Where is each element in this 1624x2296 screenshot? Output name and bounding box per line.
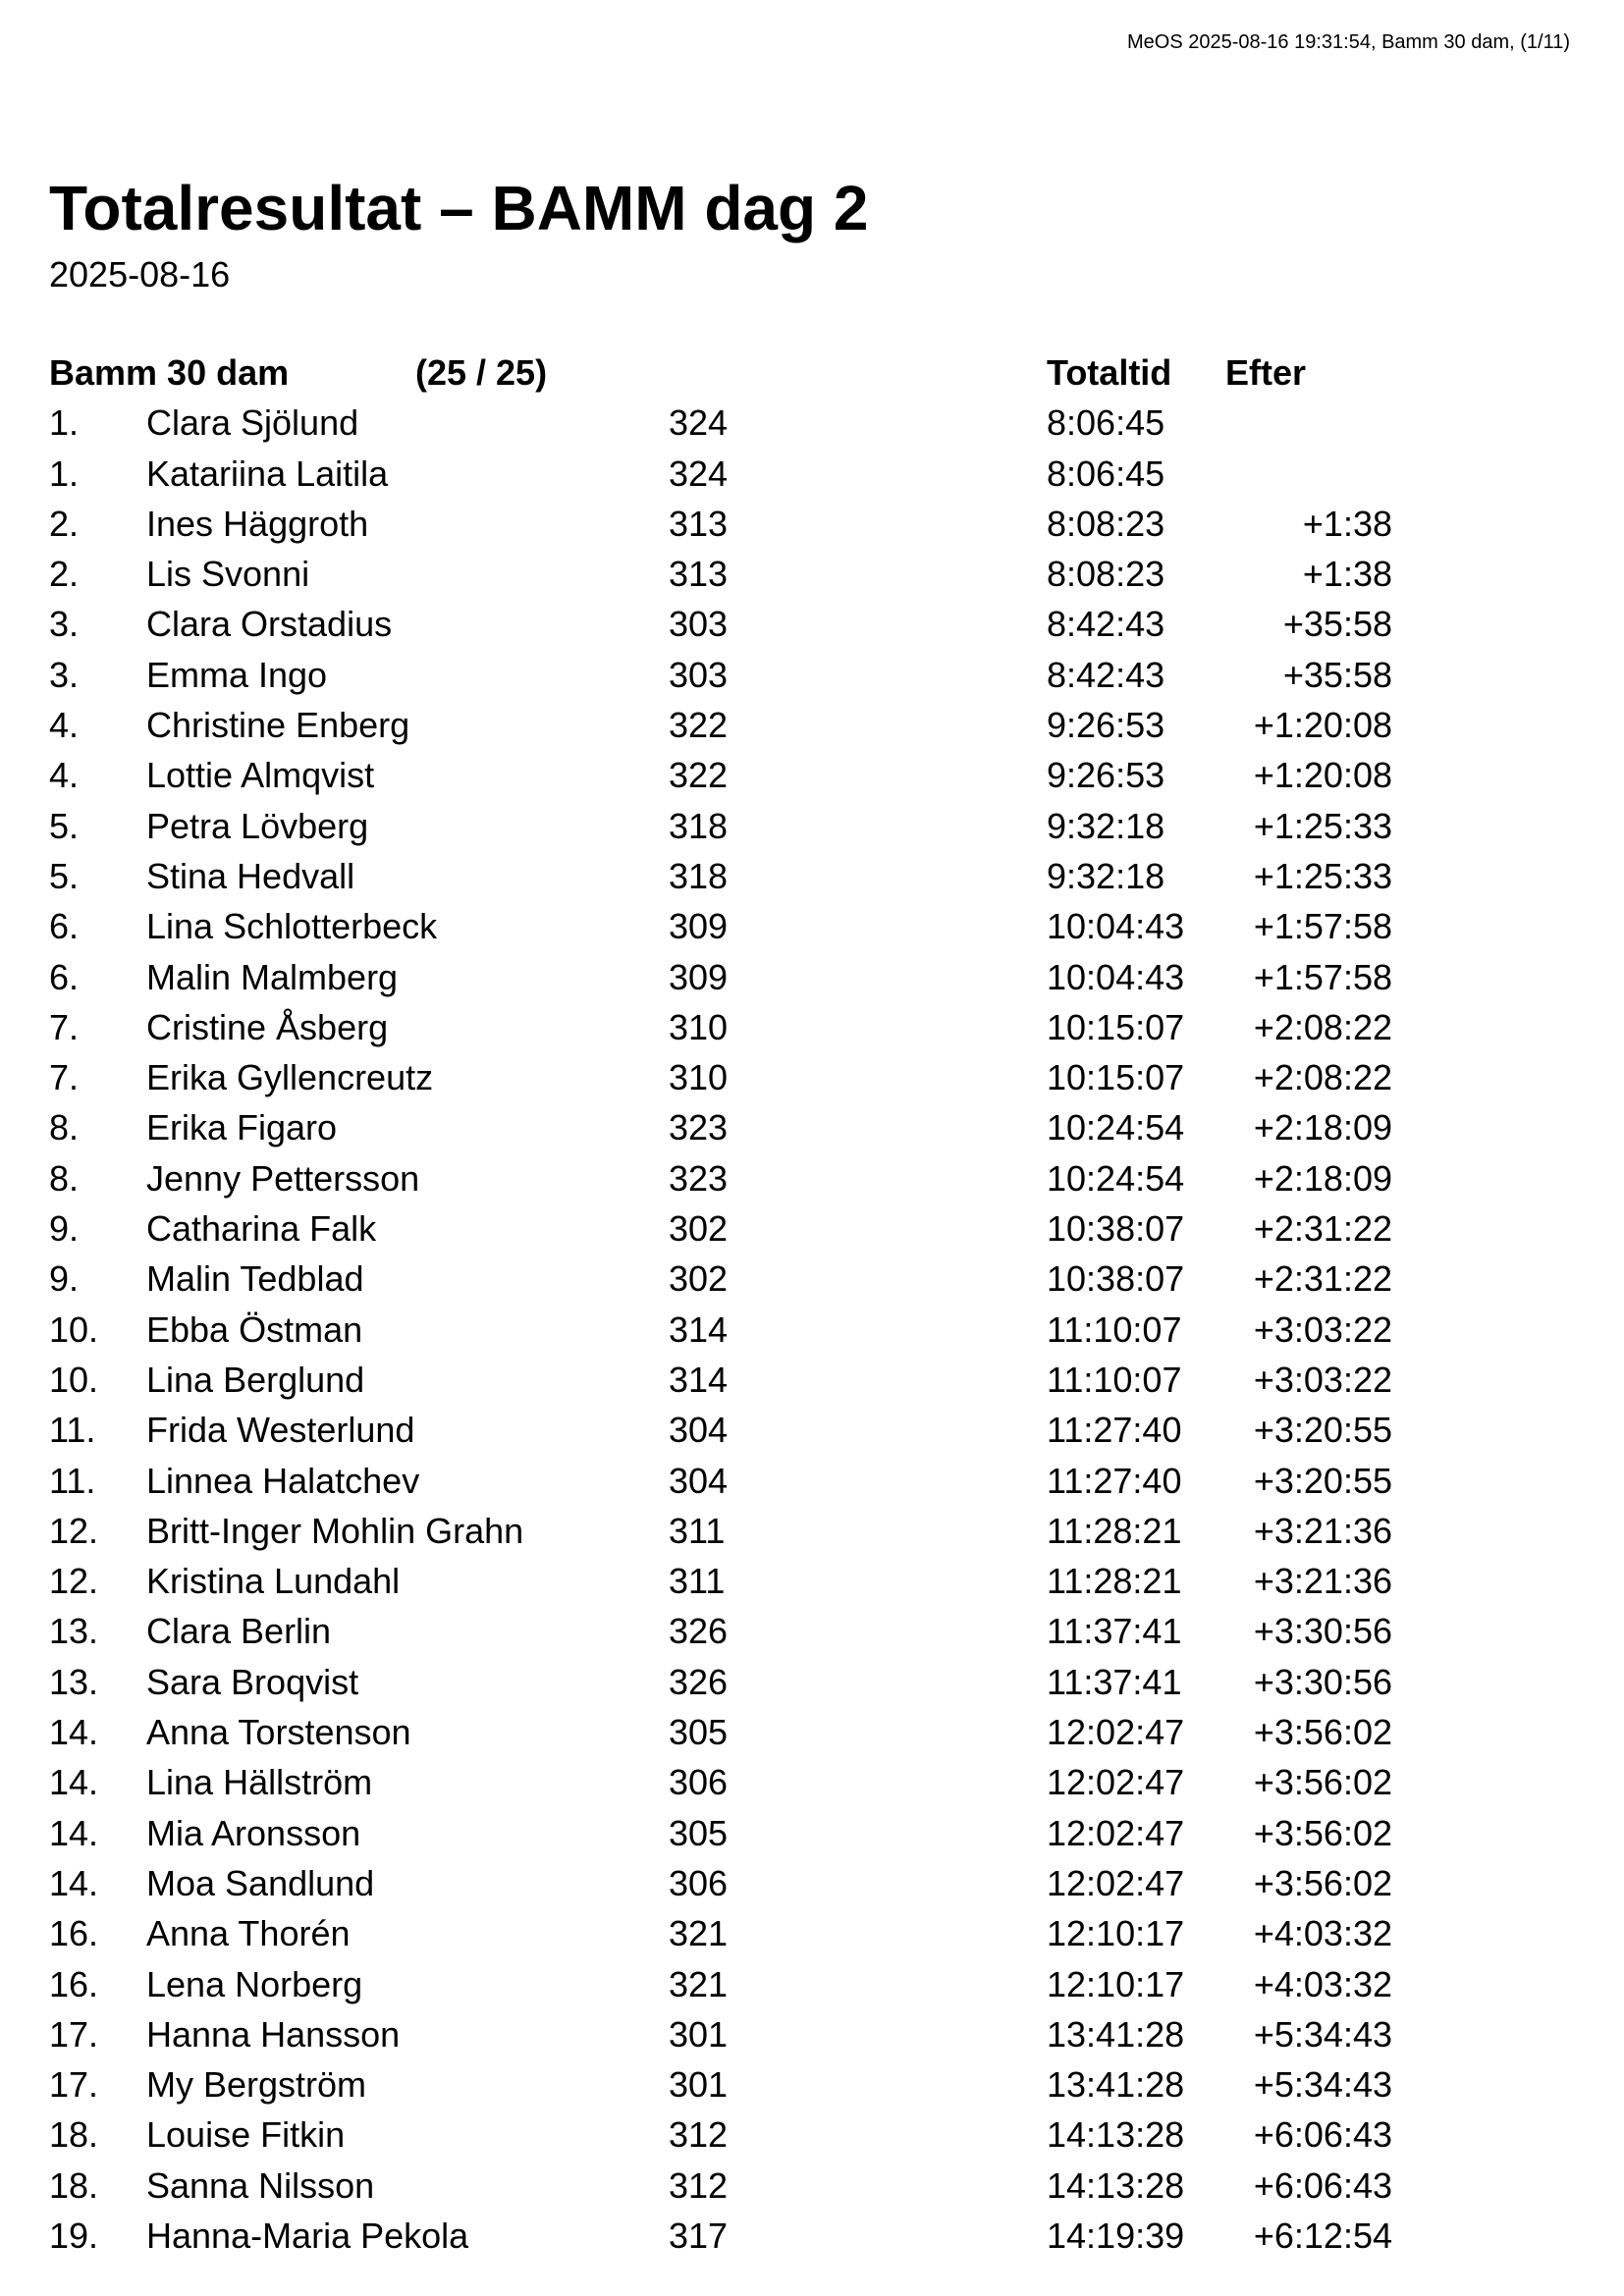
result-row (49, 449, 1502, 499)
total-time-cell: 10:04:43 (1047, 956, 1185, 997)
time-behind-cell: +35:58 (1282, 604, 1392, 645)
runner-name-cell: Malin Tedblad (146, 1258, 364, 1300)
page-header: MeOS 2025-08-16 19:31:54, Bamm 30 dam, (1/11) (1127, 31, 1570, 53)
total-time-cell: 12:02:47 (1047, 1812, 1185, 1853)
bib-number-cell: 303 (669, 654, 729, 695)
place-cell: 12. (49, 1510, 99, 1551)
result-row (49, 2009, 1502, 2059)
place-cell: 8. (49, 1107, 80, 1148)
result-row (49, 1808, 1502, 1858)
bib-number-cell: 324 (669, 453, 729, 494)
runner-name-cell: Frida Westerlund (146, 1410, 415, 1451)
runner-name-cell: Erika Gyllencreutz (146, 1057, 434, 1098)
result-rows (49, 398, 1502, 2261)
place-cell: 17. (49, 2013, 99, 2055)
bib-number-cell: 314 (669, 1359, 729, 1400)
runner-name-cell: Katariina Laitila (146, 453, 389, 494)
result-row (49, 801, 1502, 851)
time-behind-cell: +1:20:08 (1253, 705, 1392, 746)
time-behind-cell: +3:03:22 (1253, 1308, 1392, 1350)
result-row (49, 599, 1502, 649)
place-cell: 6. (49, 906, 80, 947)
place-cell: 14. (49, 1862, 99, 1903)
time-behind-cell: +1:57:58 (1253, 956, 1392, 997)
bib-number-cell: 311 (669, 1561, 726, 1602)
place-cell: 4. (49, 705, 80, 746)
total-time-cell: 14:13:28 (1047, 2164, 1185, 2206)
runner-name-cell: Anna Torstenson (146, 1712, 411, 1753)
result-row (49, 952, 1502, 1002)
result-row (49, 1102, 1502, 1152)
result-row (49, 499, 1502, 549)
result-row (49, 1052, 1502, 1102)
time-behind-cell: +2:08:22 (1253, 1006, 1392, 1047)
place-cell: 13. (49, 1611, 99, 1652)
time-behind-cell: +1:38 (1302, 503, 1392, 544)
place-cell: 1. (49, 402, 80, 444)
result-row (49, 1305, 1502, 1355)
result-row (49, 2211, 1502, 2261)
place-cell: 3. (49, 654, 80, 695)
total-time-cell: 11:28:21 (1047, 1510, 1182, 1551)
time-behind-cell: +3:30:56 (1253, 1661, 1392, 1702)
total-time-cell: 10:04:43 (1047, 906, 1185, 947)
time-behind-cell: +2:18:09 (1253, 1157, 1392, 1199)
total-time-cell: 11:27:40 (1047, 1460, 1182, 1501)
class-name: Bamm 30 dam (49, 352, 290, 393)
total-time-cell: 8:06:45 (1047, 402, 1165, 444)
place-cell: 3. (49, 604, 80, 645)
bib-number-cell: 312 (669, 2164, 729, 2206)
bib-number-cell: 323 (669, 1157, 729, 1199)
result-row (49, 1707, 1502, 1757)
place-cell: 6. (49, 956, 80, 997)
runner-name-cell: Louise Fitkin (146, 2114, 346, 2156)
time-behind-cell: +35:58 (1282, 654, 1392, 695)
total-time-cell: 12:10:17 (1047, 1963, 1185, 2004)
result-row (49, 1606, 1502, 1656)
runner-name-cell: Petra Lövberg (146, 805, 369, 846)
result-row (49, 1757, 1502, 1807)
result-row (49, 901, 1502, 951)
time-behind-cell: +1:25:33 (1253, 855, 1392, 896)
time-behind-cell: +3:30:56 (1253, 1611, 1392, 1652)
runner-name-cell: Christine Enberg (146, 705, 410, 746)
bib-number-cell: 309 (669, 906, 729, 947)
result-row (49, 2161, 1502, 2211)
total-time-cell: 11:27:40 (1047, 1410, 1182, 1451)
total-time-cell: 8:08:23 (1047, 554, 1165, 595)
total-time-cell: 10:15:07 (1047, 1006, 1185, 1047)
total-time-cell: 10:15:07 (1047, 1057, 1185, 1098)
total-time-cell: 13:41:28 (1047, 2013, 1185, 2055)
bib-number-cell: 318 (669, 805, 729, 846)
total-time-cell: 9:26:53 (1047, 755, 1165, 796)
place-cell: 7. (49, 1057, 80, 1098)
runner-name-cell: Lina Schlotterbeck (146, 906, 438, 947)
total-time-cell: 10:38:07 (1047, 1208, 1185, 1250)
time-behind-cell: +3:56:02 (1253, 1712, 1392, 1753)
bib-number-cell: 305 (669, 1812, 729, 1853)
runner-name-cell: Erika Figaro (146, 1107, 338, 1148)
result-row (49, 549, 1502, 599)
place-cell: 9. (49, 1208, 80, 1250)
bib-number-cell: 306 (669, 1762, 729, 1803)
runner-name-cell: Moa Sandlund (146, 1862, 375, 1903)
time-behind-cell: +6:06:43 (1253, 2164, 1392, 2206)
bib-number-cell: 302 (669, 1258, 729, 1300)
place-cell: 2. (49, 503, 80, 544)
total-time-cell: 9:32:18 (1047, 805, 1165, 846)
place-cell: 10. (49, 1359, 99, 1400)
runner-name-cell: Cristine Åsberg (146, 1006, 389, 1047)
time-behind-cell: +3:56:02 (1253, 1762, 1392, 1803)
total-time-cell: 8:42:43 (1047, 654, 1165, 695)
time-behind-cell: +2:18:09 (1253, 1107, 1392, 1148)
bib-number-cell: 309 (669, 956, 729, 997)
runner-name-cell: My Bergström (146, 2064, 367, 2106)
bib-number-cell: 318 (669, 855, 729, 896)
runner-name-cell: Lis Svonni (146, 554, 310, 595)
total-time-cell: 12:02:47 (1047, 1862, 1185, 1903)
runner-name-cell: Ebba Östman (146, 1308, 363, 1350)
runner-name-cell: Mia Aronsson (146, 1812, 361, 1853)
time-behind-cell: +3:56:02 (1253, 1862, 1392, 1903)
place-cell: 14. (49, 1762, 99, 1803)
total-time-cell: 13:41:28 (1047, 2064, 1185, 2106)
place-cell: 17. (49, 2064, 99, 2106)
time-behind-cell: +3:03:22 (1253, 1359, 1392, 1400)
bib-number-cell: 304 (669, 1460, 729, 1501)
place-cell: 14. (49, 1712, 99, 1753)
result-row (49, 1506, 1502, 1556)
runner-name-cell: Lina Berglund (146, 1359, 365, 1400)
time-behind-cell: +3:20:55 (1253, 1410, 1392, 1451)
runner-name-cell: Anna Thorén (146, 1913, 351, 1954)
time-behind-cell: +1:57:58 (1253, 906, 1392, 947)
result-row (49, 1254, 1502, 1304)
place-cell: 14. (49, 1812, 99, 1853)
bib-number-cell: 326 (669, 1661, 729, 1702)
bib-number-cell: 306 (669, 1862, 729, 1903)
runner-name-cell: Malin Malmberg (146, 956, 399, 997)
time-behind-cell: +2:31:22 (1253, 1258, 1392, 1300)
time-behind-cell: +3:21:36 (1253, 1510, 1392, 1551)
time-behind-cell: +1:25:33 (1253, 805, 1392, 846)
result-row (49, 700, 1502, 750)
result-row (49, 1203, 1502, 1254)
result-row (49, 1556, 1502, 1606)
document-date: 2025-08-16 (49, 254, 231, 294)
bib-number-cell: 324 (669, 402, 729, 444)
class-count: (25 / 25) (415, 352, 548, 393)
bib-number-cell: 322 (669, 705, 729, 746)
runner-name-cell: Clara Sjölund (146, 402, 359, 444)
place-cell: 2. (49, 554, 80, 595)
runner-name-cell: Clara Orstadius (146, 604, 393, 645)
place-cell: 8. (49, 1157, 80, 1199)
total-time-cell: 8:08:23 (1047, 503, 1165, 544)
runner-name-cell: Lottie Almqvist (146, 755, 375, 796)
time-behind-cell: +3:20:55 (1253, 1460, 1392, 1501)
bib-number-cell: 317 (669, 2215, 729, 2256)
bib-number-cell: 326 (669, 1611, 729, 1652)
result-row (49, 1858, 1502, 1908)
result-row (49, 1657, 1502, 1707)
total-time-cell: 14:19:39 (1047, 2215, 1185, 2256)
bib-number-cell: 321 (669, 1913, 729, 1954)
place-cell: 11. (49, 1410, 96, 1451)
result-row (49, 398, 1502, 448)
place-cell: 4. (49, 755, 80, 796)
bib-number-cell: 313 (669, 554, 729, 595)
runner-name-cell: Ines Häggroth (146, 503, 369, 544)
time-behind-cell: +2:31:22 (1253, 1208, 1392, 1250)
place-cell: 10. (49, 1308, 99, 1350)
result-row (49, 1405, 1502, 1455)
result-row (49, 2059, 1502, 2109)
result-row (49, 851, 1502, 901)
bib-number-cell: 303 (669, 604, 729, 645)
bib-number-cell: 301 (669, 2013, 729, 2055)
place-cell: 13. (49, 1661, 99, 1702)
runner-name-cell: Britt-Inger Mohlin Grahn (146, 1510, 524, 1551)
total-time-header: Totaltid (1047, 352, 1172, 393)
runner-name-cell: Lina Hällström (146, 1762, 373, 1803)
total-time-cell: 12:02:47 (1047, 1762, 1185, 1803)
total-time-cell: 8:42:43 (1047, 604, 1165, 645)
bib-number-cell: 304 (669, 1410, 729, 1451)
result-row (49, 1456, 1502, 1506)
time-behind-header: Efter (1225, 352, 1307, 393)
runner-name-cell: Stina Hedvall (146, 855, 355, 896)
total-time-cell: 9:26:53 (1047, 705, 1165, 746)
result-row (49, 1153, 1502, 1203)
runner-name-cell: Clara Berlin (146, 1611, 332, 1652)
time-behind-cell: +5:34:43 (1253, 2064, 1392, 2106)
bib-number-cell: 302 (669, 1208, 729, 1250)
runner-name-cell: Lena Norberg (146, 1963, 363, 2004)
runner-name-cell: Hanna Hansson (146, 2013, 401, 2055)
time-behind-cell: +6:06:43 (1253, 2114, 1392, 2156)
total-time-cell: 10:24:54 (1047, 1107, 1185, 1148)
total-time-cell: 10:38:07 (1047, 1258, 1185, 1300)
runner-name-cell: Catharina Falk (146, 1208, 377, 1250)
time-behind-cell: +1:20:08 (1253, 755, 1392, 796)
time-behind-cell: +4:03:32 (1253, 1913, 1392, 1954)
bib-number-cell: 305 (669, 1712, 729, 1753)
time-behind-cell: +4:03:32 (1253, 1963, 1392, 2004)
results-table (49, 347, 1502, 2261)
result-row (49, 1908, 1502, 1958)
place-cell: 16. (49, 1963, 99, 2004)
place-cell: 9. (49, 1258, 80, 1300)
total-time-cell: 8:06:45 (1047, 453, 1165, 494)
time-behind-cell: +2:08:22 (1253, 1057, 1392, 1098)
bib-number-cell: 323 (669, 1107, 729, 1148)
place-cell: 19. (49, 2215, 99, 2256)
place-cell: 7. (49, 1006, 80, 1047)
result-row (49, 1959, 1502, 2009)
total-time-cell: 11:10:07 (1047, 1308, 1182, 1350)
total-time-cell: 9:32:18 (1047, 855, 1165, 896)
result-row (49, 750, 1502, 800)
bib-number-cell: 310 (669, 1006, 729, 1047)
runner-name-cell: Sara Broqvist (146, 1661, 359, 1702)
bib-number-cell: 310 (669, 1057, 729, 1098)
runner-name-cell: Linnea Halatchev (146, 1460, 420, 1501)
bib-number-cell: 313 (669, 503, 729, 544)
total-time-cell: 12:02:47 (1047, 1712, 1185, 1753)
total-time-cell: 11:28:21 (1047, 1561, 1182, 1602)
class-header-row (49, 347, 1502, 398)
total-time-cell: 11:37:41 (1047, 1611, 1182, 1652)
place-cell: 1. (49, 453, 80, 494)
result-row (49, 2109, 1502, 2160)
place-cell: 5. (49, 855, 80, 896)
bib-number-cell: 314 (669, 1308, 729, 1350)
runner-name-cell: Jenny Pettersson (146, 1157, 420, 1199)
total-time-cell: 14:13:28 (1047, 2114, 1185, 2156)
place-cell: 11. (49, 1460, 96, 1501)
document-title: Totalresultat – BAMM dag 2 (49, 173, 869, 243)
time-behind-cell: +3:21:36 (1253, 1561, 1392, 1602)
bib-number-cell: 312 (669, 2114, 729, 2156)
bib-number-cell: 322 (669, 755, 729, 796)
runner-name-cell: Emma Ingo (146, 654, 328, 695)
place-cell: 12. (49, 1561, 99, 1602)
place-cell: 5. (49, 805, 80, 846)
time-behind-cell: +5:34:43 (1253, 2013, 1392, 2055)
bib-number-cell: 321 (669, 1963, 729, 2004)
total-time-cell: 11:10:07 (1047, 1359, 1182, 1400)
total-time-cell: 10:24:54 (1047, 1157, 1185, 1199)
bib-number-cell: 311 (669, 1510, 726, 1551)
result-row (49, 650, 1502, 700)
runner-name-cell: Kristina Lundahl (146, 1561, 401, 1602)
time-behind-cell: +3:56:02 (1253, 1812, 1392, 1853)
result-row (49, 1002, 1502, 1052)
result-row (49, 1355, 1502, 1405)
place-cell: 18. (49, 2114, 99, 2156)
place-cell: 18. (49, 2164, 99, 2206)
runner-name-cell: Sanna Nilsson (146, 2164, 375, 2206)
bib-number-cell: 301 (669, 2064, 729, 2106)
total-time-cell: 11:37:41 (1047, 1661, 1182, 1702)
time-behind-cell: +1:38 (1302, 554, 1392, 595)
runner-name-cell: Hanna-Maria Pekola (146, 2215, 469, 2256)
time-behind-cell: +6:12:54 (1253, 2215, 1392, 2256)
total-time-cell: 12:10:17 (1047, 1913, 1185, 1954)
place-cell: 16. (49, 1913, 99, 1954)
